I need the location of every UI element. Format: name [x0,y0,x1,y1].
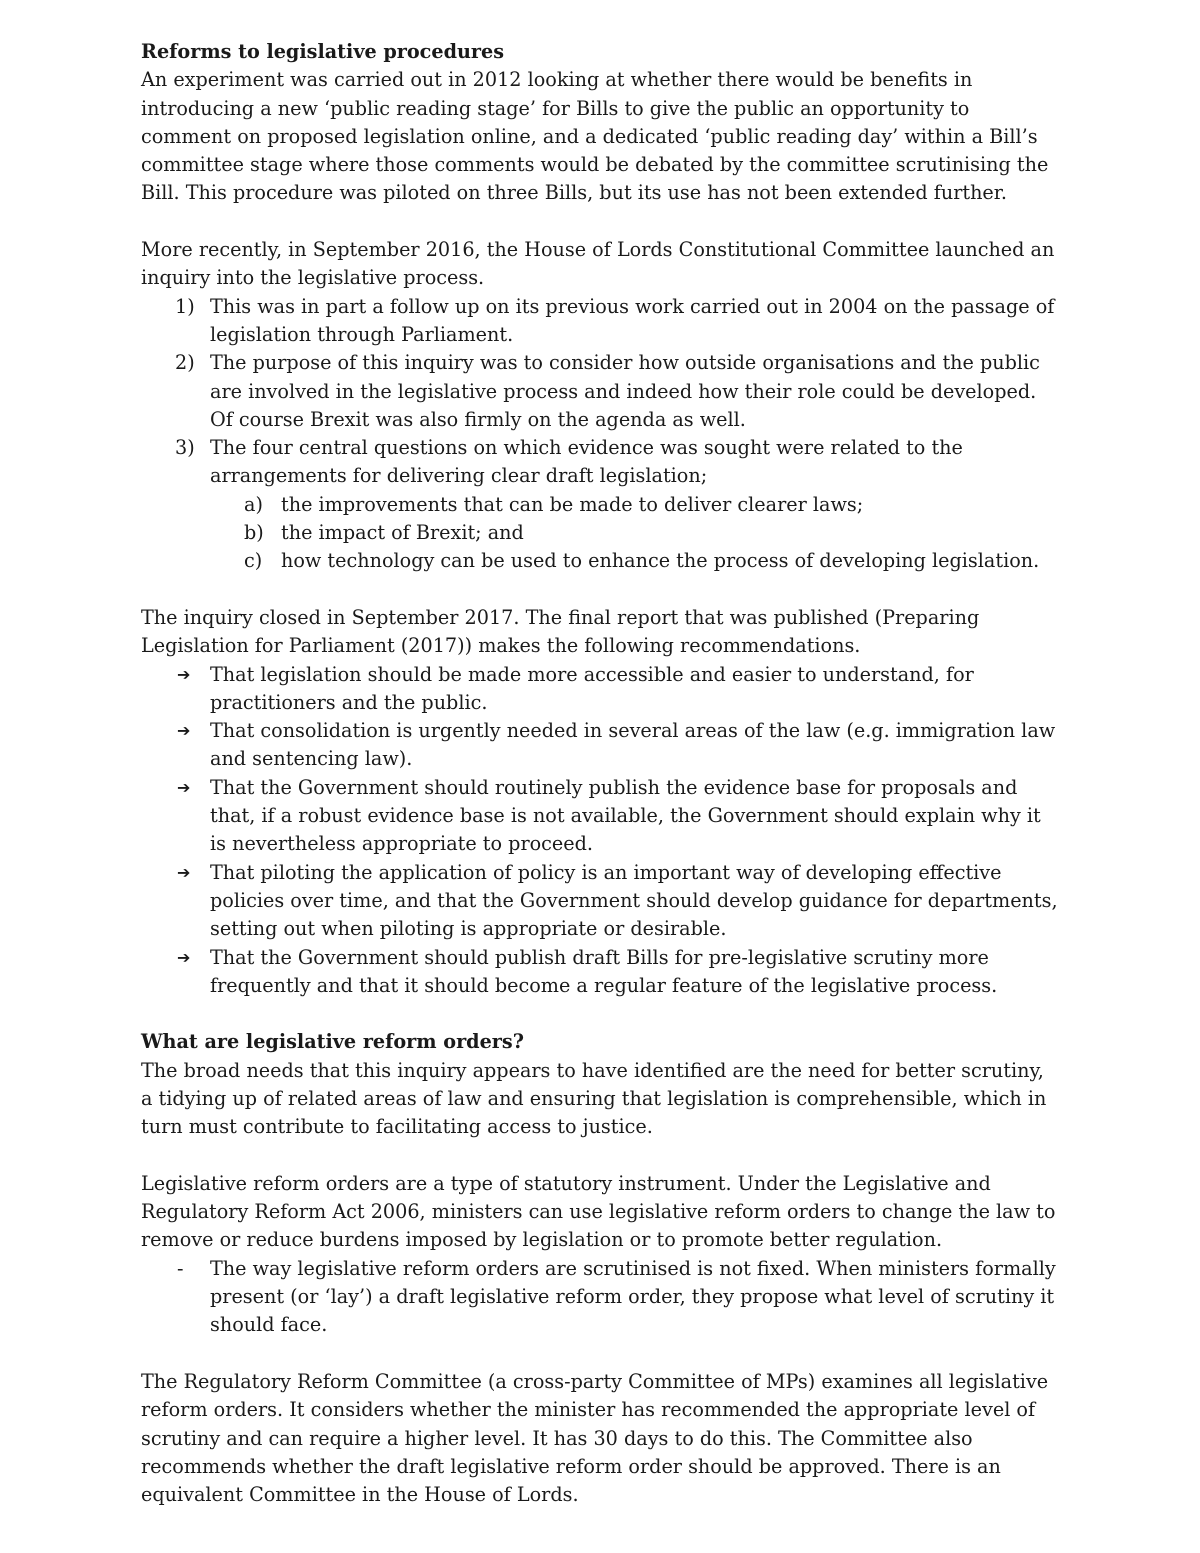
list-item-text: The way legislative reform orders are scrutinised is not fixed. When ministers formally present (or ‘lay’) a draft legislative reform order, they propose what level of scrutiny it should face. [210,1256,1056,1337]
dash-list [141,1255,1061,1340]
paragraph-gap [141,208,1061,236]
section-heading-lro: What are legislative reform orders? [141,1030,524,1054]
list-item [141,774,1061,859]
paragraph-gap [141,1000,1061,1028]
list-item [141,717,1061,774]
paragraph-gap [141,1340,1061,1368]
list-item-text: That piloting the application of policy is an important way of developing effective policies over time, and that the Government should develop guidance for departments, setting out when piloting is appropriate or desirable. [210,860,1058,941]
list-item [141,434,1061,491]
paragraph-lro-definition: Legislative reform orders are a type of statutory instrument. Under the Legislative and Regulatory Reform Act 2006, ministers can use legislative reform orders to change the law to remove or reduce burdens imposed by legislation or to promote better regulation. [141,1171,1056,1252]
arrow-right-icon: ➔ [177,777,191,797]
recommendations-list [141,661,1061,1001]
list-item [141,661,1061,718]
list-marker: 3) [175,436,195,460]
numbered-list [141,293,1061,491]
sublist-marker: a) [244,492,263,516]
lettered-sublist [141,491,1061,576]
list-item-text: That the Government should publish draft Bills for pre-legislative scrutiny more frequently and that it should become a regular feature of the legislative process. [210,945,998,997]
sublist-item [141,519,1061,547]
list-item [141,1255,1061,1340]
sublist-marker: b) [244,521,264,545]
dash-marker: - [177,1256,184,1280]
list-item-text: The four central questions on which evidence was sought were related to the arrangements for delivering clear draft legislation; [210,436,963,488]
arrow-right-icon: ➔ [177,947,191,967]
list-item-text: The purpose of this inquiry was to consider how outside organisations and the public are involved in the legislative process and indeed how their role could be developed. Of course Brexit was also firmly on the agenda as well. [210,351,1040,431]
paragraph-experiment: An experiment was carried out in 2012 looking at whether there would be benefits in introducing a new ‘public reading stage’ for Bills to give the public an opportunity to comment on proposed legislation online, and a dedicated ‘public reading day’ within a Bill’s committee stage where those comments would be debated by the committee scrutinising the Bill. This procedure was piloted on three Bills, but its use has not been extended further. [141,68,1049,205]
document-page [141,38,1061,1509]
list-item-text: That legislation should be made more accessible and easier to understand, for practitioners and the public. [210,662,974,714]
arrow-right-icon: ➔ [177,721,191,741]
arrow-right-icon: ➔ [177,862,191,882]
paragraph-regulatory-committee: The Regulatory Reform Committee (a cross-party Committee of MPs) examines all legislative reform orders. It considers whether the minister has recommended the appropriate level of scrutiny and can require a higher level. It has 30 days to do this. The Committee also recommends whether the draft legislative reform order should be approved. There is an equivalent Committee in the House of Lords. [141,1369,1049,1507]
list-item [141,859,1061,944]
paragraph-broad-needs: The broad needs that this inquiry appears to have identified are the need for better scrutiny, a tidying up of related areas of law and ensuring that legislation is comprehensible, which in turn must contribute to facilitating access to justice. [141,1058,1047,1139]
list-marker: 2) [175,351,195,375]
sublist-item-text: the improvements that can be made to deliver clearer laws; [281,492,864,516]
sublist-item [141,491,1061,519]
paragraph-gap [141,576,1061,604]
sublist-item-text: how technology can be used to enhance the process of developing legislation. [281,549,1040,573]
paragraph-gap [141,1142,1061,1170]
list-item-text: That the Government should routinely publish the evidence base for proposals and that, if a robust evidence base is not available, the Government should explain why it is nevertheless appropriate to proceed. [210,775,1041,856]
list-item [141,293,1061,350]
paragraph-inquiry-closed: The inquiry closed in September 2017. The final report that was published (Preparing Legislation for Parliament (2017)) makes the following recommendations. [141,605,980,658]
sublist-item [141,547,1061,575]
list-item [141,349,1061,434]
sublist-item-text: the impact of Brexit; and [281,521,524,545]
arrow-right-icon: ➔ [177,664,191,684]
list-item [141,944,1061,1001]
sublist-marker: c) [244,549,263,573]
list-item-text: This was in part a follow up on its previous work carried out in 2004 on the passage of legislation through Parliament. [210,294,1055,346]
list-marker: 1) [175,294,195,318]
list-item-text: That consolidation is urgently needed in several areas of the law (e.g. immigration law and sentencing law). [210,719,1056,771]
paragraph-inquiry-intro: More recently, in September 2016, the House of Lords Constitutional Committee launched an inquiry into the legislative process. [141,238,1055,290]
section-heading-reforms: Reforms to legislative procedures [141,40,505,63]
